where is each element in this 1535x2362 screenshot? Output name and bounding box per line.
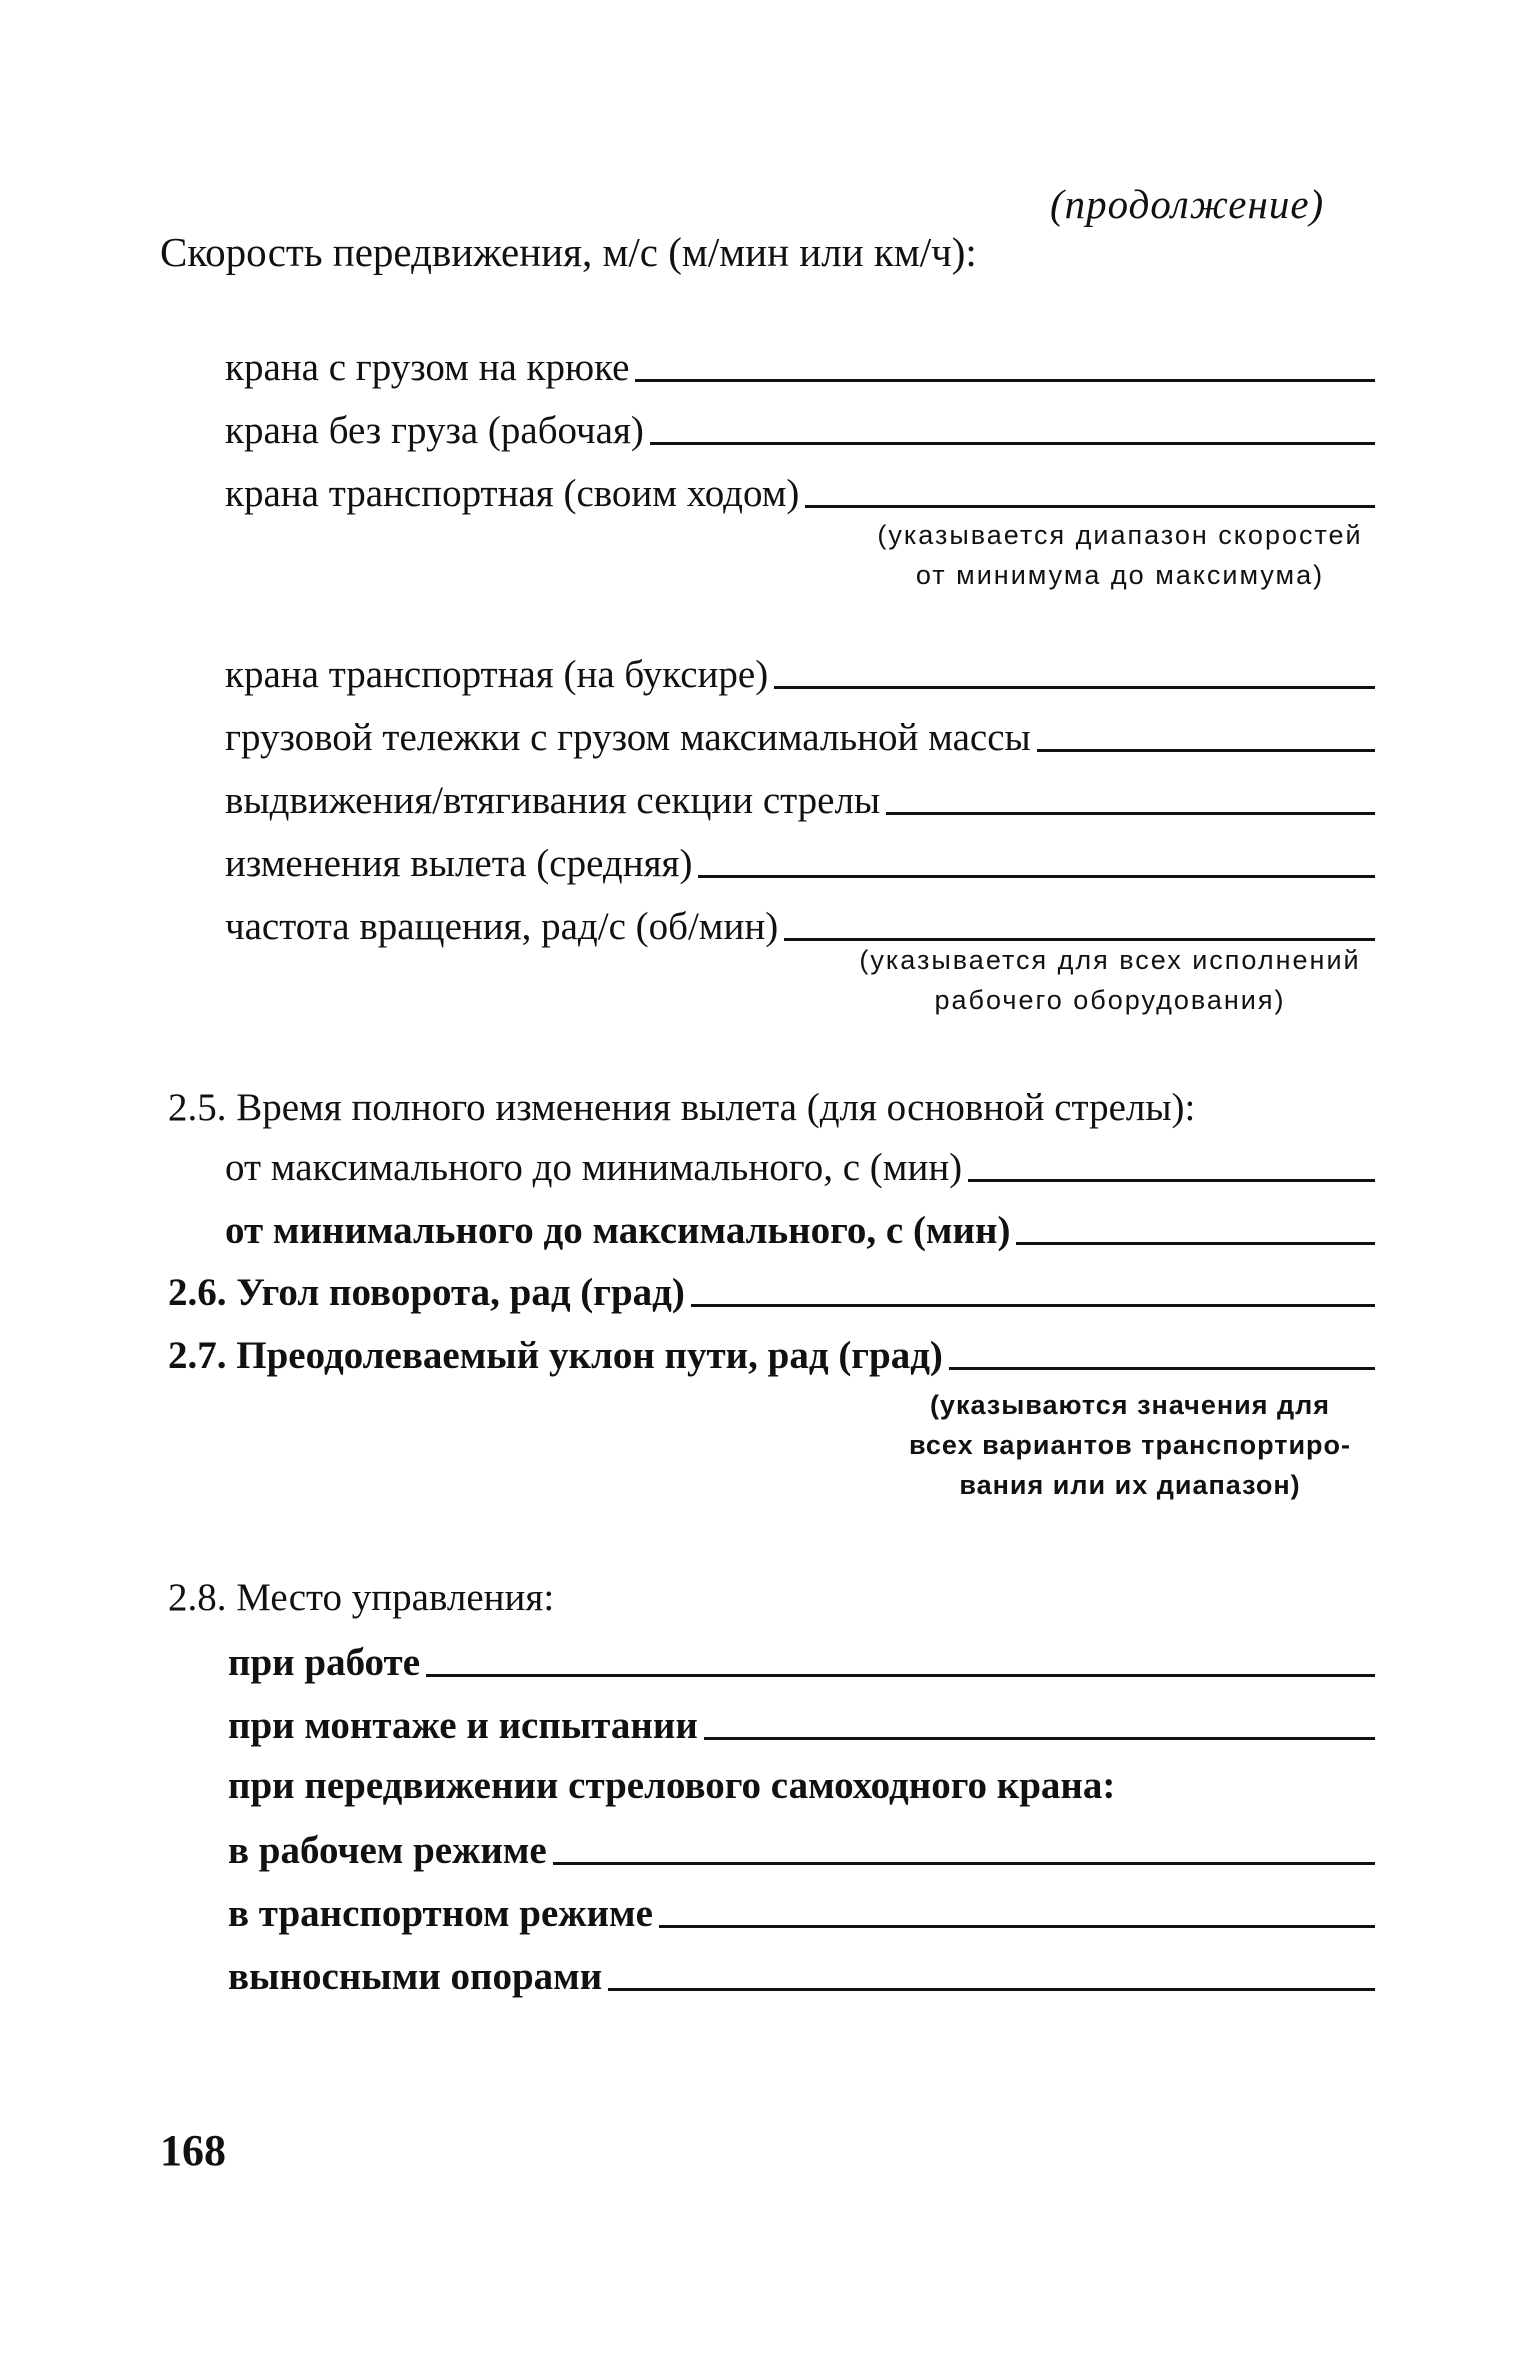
field-speed-unloaded: [225, 403, 1375, 453]
field-transport-mode: [228, 1886, 1375, 1936]
field-label: при работе: [228, 1641, 421, 1684]
field-speed-reach-change: [225, 836, 1375, 886]
speed-heading: Скорость передвижения, м/с (м/мин или км/ч):: [160, 229, 977, 275]
fill-line: [659, 1925, 1375, 1928]
field-control-assembly: [228, 1698, 1375, 1748]
fill-line: [1037, 749, 1375, 752]
note-transport-values: [880, 1385, 1380, 1505]
note-line: вания или их диапазон): [959, 1470, 1301, 1500]
field-label: изменения вылета (средняя): [225, 842, 693, 885]
page-number: 168: [160, 2126, 226, 2175]
note-line: от минимума до максимума): [915, 560, 1325, 590]
fill-line: [553, 1862, 1375, 1865]
field-label: в рабочем режиме: [228, 1829, 547, 1872]
field-slope: [168, 1328, 1375, 1378]
field-speed-boom-section: [225, 773, 1375, 823]
field-label: крана без груза (рабочая): [225, 409, 644, 452]
subtitle-self-propelled: при передвижении стрелового самоходного крана:: [228, 1764, 1116, 1807]
fill-line: [968, 1179, 1375, 1182]
note-line: (указываются значения для: [929, 1390, 1331, 1420]
field-max-to-min: [225, 1140, 1375, 1190]
field-rotation-angle: [168, 1265, 1375, 1315]
note-line: всех вариантов транспортиро-: [908, 1430, 1352, 1460]
fill-line: [805, 505, 1375, 508]
field-speed-transport-own: [225, 466, 1375, 516]
field-label: выдвижения/втягивания секции стрелы: [225, 779, 881, 822]
fill-line: [1016, 1242, 1375, 1245]
field-label: грузовой тележки с грузом максимальной массы: [225, 716, 1031, 759]
field-speed-trolley: [225, 710, 1375, 760]
fill-line: [698, 875, 1375, 878]
fill-line: [608, 1988, 1375, 1991]
fill-line: [650, 442, 1375, 445]
note-line: (указывается для всех исполнений: [859, 945, 1361, 975]
note-speed-range: [860, 515, 1380, 595]
field-label: при монтаже и испытании: [228, 1704, 698, 1747]
field-label: частота вращения, рад/с (об/мин): [225, 905, 779, 948]
field-label: 2.6. Угол поворота, рад (град): [168, 1271, 685, 1314]
field-working-mode: [228, 1823, 1375, 1873]
fill-line: [949, 1367, 1375, 1370]
fill-line: [691, 1304, 1375, 1307]
field-min-to-max: [225, 1203, 1375, 1253]
field-label: в транспортном режиме: [228, 1892, 653, 1935]
fill-line: [774, 686, 1375, 689]
field-label: выносными опорами: [228, 1955, 603, 1998]
note-line: (указывается диапазон скоростей: [877, 520, 1363, 550]
field-label: от минимального до максимального, с (мин): [225, 1209, 1011, 1252]
field-outriggers: [228, 1949, 1375, 1999]
field-label: от максимального до минимального, с (мин): [225, 1146, 963, 1189]
fill-line: [886, 812, 1375, 815]
field-speed-towed: [225, 647, 1375, 697]
fill-line: [426, 1674, 1375, 1677]
section-2-8-title: 2.8. Место управления:: [168, 1576, 555, 1619]
field-speed-loaded: [225, 340, 1375, 390]
section-2-5-title: 2.5. Время полного изменения вылета (для основной стрелы):: [168, 1086, 1196, 1129]
field-label: крана транспортная (своим ходом): [225, 472, 800, 515]
field-label: крана с грузом на крюке: [225, 346, 630, 389]
continuation-label: (продолжение): [1050, 181, 1325, 227]
note-all-versions: [840, 940, 1380, 1020]
fill-line: [704, 1737, 1375, 1740]
fill-line: [635, 379, 1375, 382]
field-label: крана транспортная (на буксире): [225, 653, 769, 696]
field-control-work: [228, 1635, 1375, 1685]
note-line: рабочего оборудования): [934, 985, 1286, 1015]
field-label: 2.7. Преодолеваемый уклон пути, рад (град): [168, 1334, 943, 1377]
